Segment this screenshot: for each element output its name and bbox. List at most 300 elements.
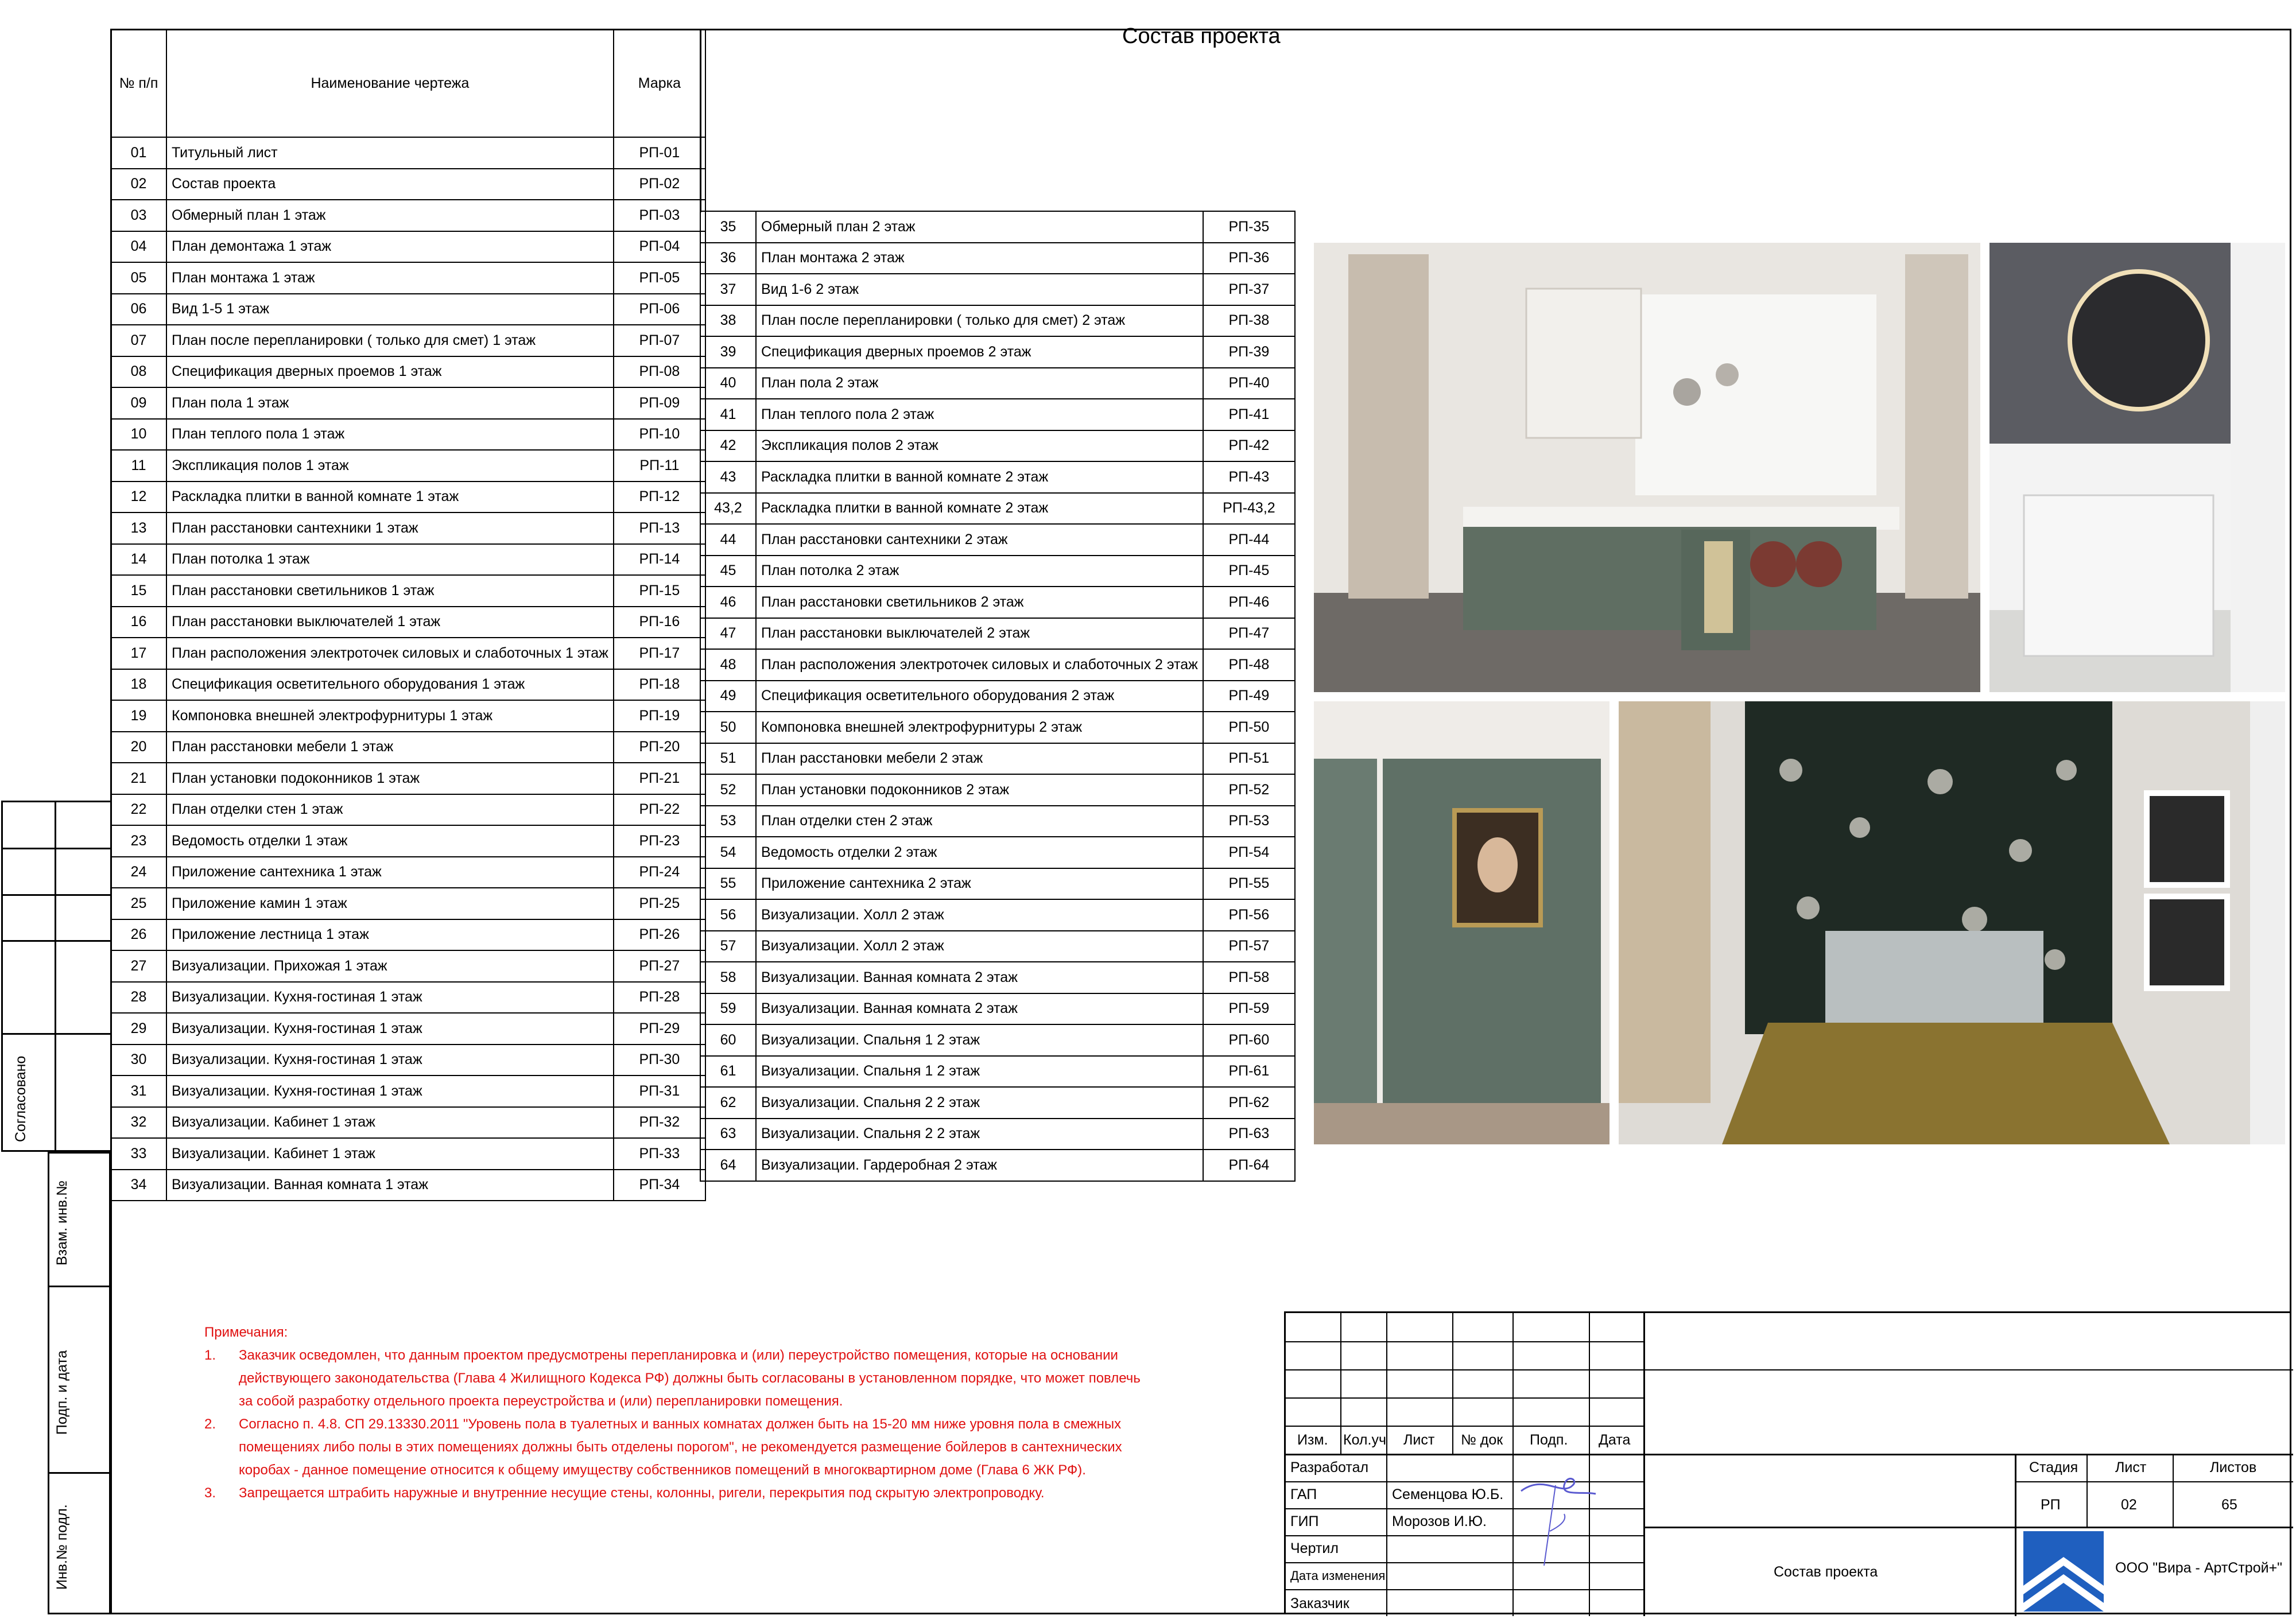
cell-mark: РП-52 xyxy=(1203,774,1295,806)
cell-num: 41 xyxy=(700,399,756,430)
sheet-name: Состав проекта xyxy=(1774,1564,1878,1580)
cell-num: 62 xyxy=(700,1087,756,1119)
cell-mark: РП-57 xyxy=(1203,931,1295,962)
col-data: Дата xyxy=(1599,1432,1631,1448)
table-row xyxy=(700,430,1295,462)
note-line xyxy=(204,1390,1141,1413)
table-row xyxy=(111,294,705,325)
cell-name: План расстановки сантехники 1 этаж xyxy=(166,512,614,544)
list-value: 02 xyxy=(2121,1497,2137,1513)
company-logo-icon xyxy=(2023,1531,2104,1612)
cell-mark: РП-53 xyxy=(1203,806,1295,837)
table-row xyxy=(111,419,705,451)
cell-num: 33 xyxy=(111,1138,166,1170)
kitchen-render xyxy=(1314,243,1980,692)
cell-name: Приложение сантехника 2 этаж xyxy=(756,868,1203,900)
col-ndok: № док xyxy=(1461,1432,1503,1448)
gip-name: Морозов И.Ю. xyxy=(1392,1513,1487,1529)
cell-name: Раскладка плитки в ванной комнате 1 этаж xyxy=(166,482,614,513)
note-text: помещениях либо полы в этих помещениях должны быть отделены порогом", не рекомендуется размещение бойлеров в сантехнических xyxy=(239,1439,1122,1455)
cell-name: Визуализации. Спальня 2 2 этаж xyxy=(756,1087,1203,1119)
page-title: Состав проекта xyxy=(1122,24,1281,48)
cell-mark: РП-21 xyxy=(614,763,705,794)
notes xyxy=(204,1321,1141,1505)
cell-name: Визуализации. Ванная комната 2 этаж xyxy=(756,993,1203,1025)
table-row xyxy=(111,1170,705,1201)
note-text: Заказчик осведомлен, что данным проектом предусмотрены перепланировка и (или) переустройство помещения, которые на основании xyxy=(239,1348,1118,1363)
col-izm: Изм. xyxy=(1297,1432,1328,1448)
cell-name: План потолка 1 этаж xyxy=(166,544,614,576)
cell-name: Компоновка внешней электрофурнитуры 1 этаж xyxy=(166,700,614,732)
cell-mark: РП-34 xyxy=(614,1170,705,1201)
table-row xyxy=(111,638,705,669)
cell-name: Спецификация осветительного оборудования 2 этаж xyxy=(756,681,1203,712)
table-row xyxy=(111,888,705,919)
bathroom-render xyxy=(1989,243,2285,692)
cell-num: 27 xyxy=(111,950,166,982)
col-kolych: Кол.уч xyxy=(1343,1432,1386,1448)
cell-num: 12 xyxy=(111,482,166,513)
cell-mark: РП-31 xyxy=(614,1075,705,1107)
table-row xyxy=(700,305,1295,337)
cell-mark: РП-54 xyxy=(1203,837,1295,868)
cell-name: План монтажа 2 этаж xyxy=(756,243,1203,274)
cell-num: 02 xyxy=(111,169,166,200)
note-text: Запрещается штрабить наружные и внутренние несущие стены, колонны, ригели, перекрытия под скрытую электропроводку. xyxy=(239,1485,1045,1501)
table-row xyxy=(700,962,1295,993)
cell-num: 08 xyxy=(111,356,166,388)
table-row xyxy=(700,837,1295,868)
cell-name: План расстановки мебели 1 этаж xyxy=(166,732,614,763)
title-block xyxy=(1284,1311,2291,1614)
cell-num: 58 xyxy=(700,962,756,993)
cell-name: Визуализации. Кухня-гостиная 1 этаж xyxy=(166,1013,614,1045)
table-row xyxy=(700,743,1295,775)
cell-mark: РП-13 xyxy=(614,512,705,544)
cell-mark: РП-55 xyxy=(1203,868,1295,900)
cell-mark: РП-36 xyxy=(1203,243,1295,274)
cell-num: 23 xyxy=(111,825,166,857)
table-row xyxy=(111,732,705,763)
cell-name: Компоновка внешней электрофурнитуры 2 этаж xyxy=(756,712,1203,743)
cell-name: Визуализации. Прихожая 1 этаж xyxy=(166,950,614,982)
table-row xyxy=(111,137,705,169)
cell-mark: РП-32 xyxy=(614,1107,705,1139)
cell-mark: РП-12 xyxy=(614,482,705,513)
table-row xyxy=(111,169,705,200)
cell-num: 22 xyxy=(111,794,166,826)
col-list: Лист xyxy=(1403,1432,1435,1448)
table-row xyxy=(700,274,1295,305)
table-row xyxy=(111,356,705,388)
cell-mark: РП-51 xyxy=(1203,743,1295,775)
cell-name: Визуализации. Кухня-гостиная 1 этаж xyxy=(166,1075,614,1107)
cell-name: Спецификация дверных проемов 1 этаж xyxy=(166,356,614,388)
cell-num: 28 xyxy=(111,982,166,1014)
cell-name: План расстановки светильников 1 этаж xyxy=(166,575,614,607)
table-divider xyxy=(700,29,701,212)
cell-mark: РП-61 xyxy=(1203,1056,1295,1088)
cell-num: 43,2 xyxy=(700,493,756,525)
note-text: Согласно п. 4.8. СП 29.13330.2011 "Уровень пола в туалетных и ванных комнатах должен быть на 15-20 мм ниже уровня пола в смежных xyxy=(239,1416,1122,1432)
cell-name: Обмерный план 1 этаж xyxy=(166,200,614,231)
cell-num: 46 xyxy=(700,587,756,618)
cell-num: 57 xyxy=(700,931,756,962)
company-name: ООО "Вира - АртСтрой+" xyxy=(2115,1560,2283,1576)
cell-num: 09 xyxy=(111,387,166,419)
note-number: 3. xyxy=(204,1485,216,1501)
cell-num: 35 xyxy=(700,211,756,243)
cell-mark: РП-16 xyxy=(614,607,705,638)
table-row xyxy=(111,512,705,544)
table-row xyxy=(111,669,705,701)
listov-value: 65 xyxy=(2221,1497,2237,1513)
cell-num: 24 xyxy=(111,857,166,888)
drawings-table-left xyxy=(110,29,706,1201)
cell-name: Спецификация дверных проемов 2 этаж xyxy=(756,336,1203,368)
cell-name: Визуализации. Спальня 1 2 этаж xyxy=(756,1024,1203,1056)
cell-name: План после перепланировки ( только для смет) 1 этаж xyxy=(166,325,614,356)
cell-mark: РП-01 xyxy=(614,137,705,169)
table-row xyxy=(700,336,1295,368)
cell-mark: РП-07 xyxy=(614,325,705,356)
cell-mark: РП-44 xyxy=(1203,524,1295,556)
cell-num: 20 xyxy=(111,732,166,763)
cell-mark: РП-62 xyxy=(1203,1087,1295,1119)
cell-mark: РП-60 xyxy=(1203,1024,1295,1056)
gap-label: ГАП xyxy=(1290,1486,1317,1502)
razrabotal: Разработал xyxy=(1290,1459,1369,1476)
table-row xyxy=(700,993,1295,1025)
gap-name: Семенцова Ю.Б. xyxy=(1392,1486,1504,1502)
cell-num: 10 xyxy=(111,419,166,451)
cell-name: План теплого пола 1 этаж xyxy=(166,419,614,451)
cell-name: Визуализации. Ванная комната 1 этаж xyxy=(166,1170,614,1201)
cell-num: 60 xyxy=(700,1024,756,1056)
table-row xyxy=(111,262,705,294)
cell-num: 49 xyxy=(700,681,756,712)
cell-mark: РП-05 xyxy=(614,262,705,294)
cell-num: 14 xyxy=(111,544,166,576)
cell-mark: РП-56 xyxy=(1203,899,1295,931)
cell-num: 64 xyxy=(700,1150,756,1181)
cell-num: 26 xyxy=(111,919,166,951)
note-line xyxy=(204,1436,1141,1459)
cell-mark: РП-64 xyxy=(1203,1150,1295,1181)
cell-num: 04 xyxy=(111,231,166,263)
cell-name: Экспликация полов 1 этаж xyxy=(166,450,614,482)
cell-num: 45 xyxy=(700,556,756,587)
table-row xyxy=(111,1013,705,1045)
note-line xyxy=(204,1344,1141,1367)
cell-name: Раскладка плитки в ванной комнате 2 этаж xyxy=(756,493,1203,525)
cell-num: 40 xyxy=(700,368,756,399)
cell-name: План расположения электроточек силовых и слаботочных 2 этаж xyxy=(756,649,1203,681)
cell-name: План расстановки выключателей 1 этаж xyxy=(166,607,614,638)
cell-mark: РП-22 xyxy=(614,794,705,826)
cell-mark: РП-28 xyxy=(614,982,705,1014)
note-text: действующего законодательства (Глава 4 Жилищного Кодекса РФ) должны быть согласованы в установленном порядке, что может повлечь xyxy=(239,1370,1141,1386)
cell-mark: РП-02 xyxy=(614,169,705,200)
table-row xyxy=(700,1056,1295,1088)
cell-name: План демонтажа 1 этаж xyxy=(166,231,614,263)
table-row xyxy=(700,493,1295,525)
bedroom-render xyxy=(1619,701,2285,1144)
listov-label: Листов xyxy=(2210,1459,2257,1476)
cell-num: 61 xyxy=(700,1056,756,1088)
cell-name: Экспликация полов 2 этаж xyxy=(756,430,1203,462)
table-row xyxy=(111,325,705,356)
note-line xyxy=(204,1413,1141,1436)
table-row xyxy=(111,200,705,231)
note-text: коробах - данное помещение относится к общему имуществу собственников помещений в многоквартирном доме (Глава 6 ЖК РФ). xyxy=(239,1462,1086,1478)
list-label: Лист xyxy=(2115,1459,2147,1476)
cell-num: 06 xyxy=(111,294,166,325)
cell-num: 13 xyxy=(111,512,166,544)
drawings-table-right xyxy=(700,211,1296,1182)
table-row xyxy=(700,368,1295,399)
cell-mark: РП-18 xyxy=(614,669,705,701)
table-row xyxy=(700,774,1295,806)
hallway-render xyxy=(1314,701,1609,1144)
table-row xyxy=(700,1087,1295,1119)
cell-mark: РП-38 xyxy=(1203,305,1295,337)
table-row xyxy=(111,387,705,419)
gip-label: ГИП xyxy=(1290,1513,1319,1529)
cell-mark: РП-47 xyxy=(1203,618,1295,650)
cell-mark: РП-09 xyxy=(614,387,705,419)
cell-num: 48 xyxy=(700,649,756,681)
cell-name: План расстановки светильников 2 этаж xyxy=(756,587,1203,618)
stadiya-label: Стадия xyxy=(2029,1459,2078,1476)
cell-num: 38 xyxy=(700,305,756,337)
cell-name: Визуализации. Ванная комната 2 этаж xyxy=(756,962,1203,993)
cell-num: 31 xyxy=(111,1075,166,1107)
header-num: № п/п xyxy=(111,29,166,137)
col-podp: Подп. xyxy=(1530,1432,1568,1448)
table-row xyxy=(700,649,1295,681)
table-row xyxy=(111,825,705,857)
table-row xyxy=(700,1024,1295,1056)
cell-name: Вид 1-5 1 этаж xyxy=(166,294,614,325)
cell-mark: РП-35 xyxy=(1203,211,1295,243)
cell-name: Обмерный план 2 этаж xyxy=(756,211,1203,243)
cell-mark: РП-58 xyxy=(1203,962,1295,993)
cell-mark: РП-19 xyxy=(614,700,705,732)
table-row xyxy=(700,211,1295,243)
cell-num: 21 xyxy=(111,763,166,794)
table-row xyxy=(700,461,1295,493)
cell-name: План отделки стен 1 этаж xyxy=(166,794,614,826)
cell-name: План монтажа 1 этаж xyxy=(166,262,614,294)
cell-name: Раскладка плитки в ванной комнате 2 этаж xyxy=(756,461,1203,493)
cell-num: 05 xyxy=(111,262,166,294)
note-line xyxy=(204,1459,1141,1482)
cell-name: Приложение сантехника 1 этаж xyxy=(166,857,614,888)
cell-name: Визуализации. Холл 2 этаж xyxy=(756,899,1203,931)
cell-mark: РП-37 xyxy=(1203,274,1295,305)
cell-name: План пола 1 этаж xyxy=(166,387,614,419)
table-row xyxy=(700,868,1295,900)
cell-name: Титульный лист xyxy=(166,137,614,169)
cell-mark: РП-20 xyxy=(614,732,705,763)
table-row xyxy=(111,575,705,607)
cell-num: 16 xyxy=(111,607,166,638)
cell-num: 25 xyxy=(111,888,166,919)
cell-num: 52 xyxy=(700,774,756,806)
cell-num: 50 xyxy=(700,712,756,743)
side-label-vzam: Взам. инв.№ xyxy=(54,1181,70,1265)
cell-num: 53 xyxy=(700,806,756,837)
cell-name: Вид 1-6 2 этаж xyxy=(756,274,1203,305)
cell-num: 30 xyxy=(111,1045,166,1076)
cell-num: 42 xyxy=(700,430,756,462)
cell-name: План теплого пола 2 этаж xyxy=(756,399,1203,430)
table-row xyxy=(111,919,705,951)
table-row xyxy=(111,1045,705,1076)
cell-name: План пола 2 этаж xyxy=(756,368,1203,399)
table-row xyxy=(700,806,1295,837)
cell-num: 07 xyxy=(111,325,166,356)
table-row xyxy=(700,899,1295,931)
table-row xyxy=(700,587,1295,618)
table-row xyxy=(111,1138,705,1170)
cell-mark: РП-30 xyxy=(614,1045,705,1076)
note-line xyxy=(204,1367,1141,1390)
cell-mark: РП-10 xyxy=(614,419,705,451)
cell-mark: РП-41 xyxy=(1203,399,1295,430)
cell-num: 03 xyxy=(111,200,166,231)
table-row xyxy=(700,1150,1295,1181)
cell-name: Визуализации. Кухня-гостиная 1 этаж xyxy=(166,982,614,1014)
table-row xyxy=(111,231,705,263)
table-row xyxy=(111,700,705,732)
stadiya-value: РП xyxy=(2041,1497,2061,1513)
side-label-agreed: Согласовано xyxy=(13,1055,29,1142)
table-row xyxy=(700,399,1295,430)
table-row xyxy=(111,982,705,1014)
cell-mark: РП-23 xyxy=(614,825,705,857)
cell-num: 63 xyxy=(700,1119,756,1150)
cell-num: 39 xyxy=(700,336,756,368)
side-label-podp: Подп. и дата xyxy=(54,1350,70,1435)
cell-name: План расположения электроточек силовых и слаботочных 1 этаж xyxy=(166,638,614,669)
table-row xyxy=(111,1075,705,1107)
cell-mark: РП-06 xyxy=(614,294,705,325)
cell-name: План расстановки выключателей 2 этаж xyxy=(756,618,1203,650)
cell-mark: РП-46 xyxy=(1203,587,1295,618)
cell-mark: РП-40 xyxy=(1203,368,1295,399)
cell-num: 43 xyxy=(700,461,756,493)
cell-num: 29 xyxy=(111,1013,166,1045)
notes-heading: Примечания: xyxy=(204,1325,288,1340)
cell-name: Приложение лестница 1 этаж xyxy=(166,919,614,951)
table-row xyxy=(111,482,705,513)
cell-name: План установки подоконников 1 этаж xyxy=(166,763,614,794)
cell-num: 01 xyxy=(111,137,166,169)
table-row xyxy=(700,712,1295,743)
cell-num: 32 xyxy=(111,1107,166,1139)
cell-mark: РП-04 xyxy=(614,231,705,263)
cell-num: 37 xyxy=(700,274,756,305)
cell-mark: РП-15 xyxy=(614,575,705,607)
cell-name: Спецификация осветительного оборудования 1 этаж xyxy=(166,669,614,701)
cell-mark: РП-50 xyxy=(1203,712,1295,743)
cell-name: Визуализации. Холл 2 этаж xyxy=(756,931,1203,962)
cell-num: 11 xyxy=(111,450,166,482)
cell-num: 56 xyxy=(700,899,756,931)
cell-mark: РП-14 xyxy=(614,544,705,576)
cell-mark: РП-49 xyxy=(1203,681,1295,712)
cell-name: Ведомость отделки 2 этаж xyxy=(756,837,1203,868)
cell-name: Ведомость отделки 1 этаж xyxy=(166,825,614,857)
cell-mark: РП-39 xyxy=(1203,336,1295,368)
cell-mark: РП-08 xyxy=(614,356,705,388)
cell-name: План после перепланировки ( только для смет) 2 этаж xyxy=(756,305,1203,337)
note-number: 1. xyxy=(204,1348,216,1363)
cell-mark: РП-48 xyxy=(1203,649,1295,681)
table-row xyxy=(111,950,705,982)
cell-name: План установки подоконников 2 этаж xyxy=(756,774,1203,806)
signature-icon xyxy=(1510,1451,1601,1566)
table-row xyxy=(700,1119,1295,1150)
cell-num: 18 xyxy=(111,669,166,701)
note-text: за собой разработку отдельного проекта переустройства и (или) перепланировки помещения. xyxy=(239,1393,843,1409)
cell-mark: РП-11 xyxy=(614,450,705,482)
cell-num: 59 xyxy=(700,993,756,1025)
cell-name: План расстановки мебели 2 этаж xyxy=(756,743,1203,775)
cell-name: План расстановки сантехники 2 этаж xyxy=(756,524,1203,556)
table-row xyxy=(111,794,705,826)
cell-mark: РП-26 xyxy=(614,919,705,951)
cell-num: 19 xyxy=(111,700,166,732)
cell-name: План отделки стен 2 этаж xyxy=(756,806,1203,837)
cell-mark: РП-25 xyxy=(614,888,705,919)
header-mark: Марка xyxy=(614,29,705,137)
cell-num: 17 xyxy=(111,638,166,669)
cell-num: 54 xyxy=(700,837,756,868)
cell-mark: РП-59 xyxy=(1203,993,1295,1025)
cell-mark: РП-43,2 xyxy=(1203,493,1295,525)
cell-mark: РП-45 xyxy=(1203,556,1295,587)
cell-mark: РП-42 xyxy=(1203,430,1295,462)
cell-num: 34 xyxy=(111,1170,166,1201)
chertil: Чертил xyxy=(1290,1540,1339,1556)
table-row xyxy=(700,243,1295,274)
table-row xyxy=(700,556,1295,587)
cell-name: Визуализации. Гардеробная 2 этаж xyxy=(756,1150,1203,1181)
table-row xyxy=(111,857,705,888)
cell-num: 15 xyxy=(111,575,166,607)
zakazchik: Заказчик xyxy=(1290,1595,1349,1612)
header-name: Наименование чертежа xyxy=(166,29,614,137)
cell-mark: РП-24 xyxy=(614,857,705,888)
cell-mark: РП-43 xyxy=(1203,461,1295,493)
cell-name: Визуализации. Спальня 1 2 этаж xyxy=(756,1056,1203,1088)
note-line xyxy=(204,1482,1141,1505)
cell-name: Визуализации. Кабинет 1 этаж xyxy=(166,1138,614,1170)
cell-mark: РП-17 xyxy=(614,638,705,669)
cell-num: 36 xyxy=(700,243,756,274)
cell-name: Состав проекта xyxy=(166,169,614,200)
cell-name: План потолка 2 этаж xyxy=(756,556,1203,587)
cell-name: Приложение камин 1 этаж xyxy=(166,888,614,919)
data-izm: Дата изменения xyxy=(1290,1568,1386,1583)
cell-num: 51 xyxy=(700,743,756,775)
cell-name: Визуализации. Спальня 2 2 этаж xyxy=(756,1119,1203,1150)
table-row xyxy=(111,544,705,576)
cell-num: 55 xyxy=(700,868,756,900)
